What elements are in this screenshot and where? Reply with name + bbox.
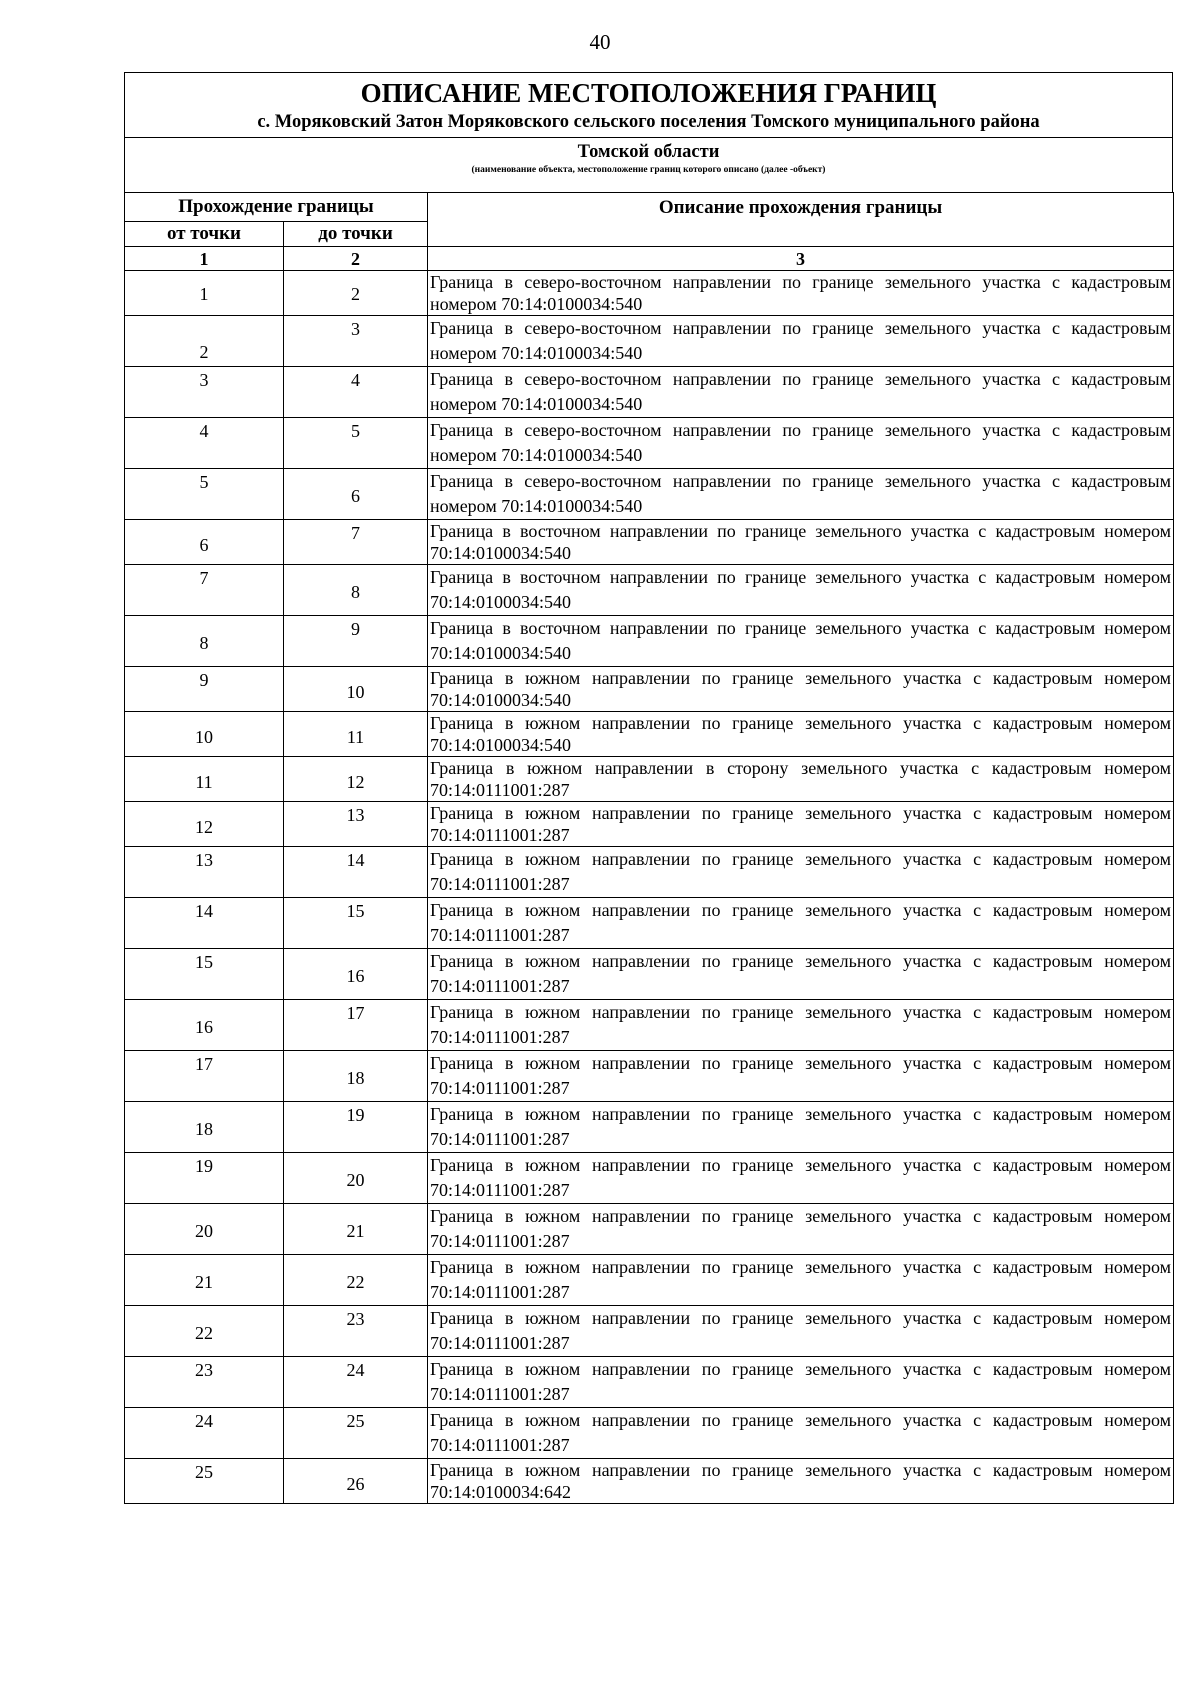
boundary-description-sheet — [124, 72, 1173, 1504]
from-point-cell — [125, 271, 284, 316]
to-point-value: 12 — [346, 772, 365, 792]
table-row — [125, 1051, 1174, 1102]
to-point-cell — [284, 1459, 428, 1504]
table-row — [125, 271, 1174, 316]
from-point-cell — [125, 1459, 284, 1504]
to-point-value: 23 — [346, 1309, 365, 1329]
boundary-description-cell: Граница в южном направлении по границе земельного участка с кадастровым номером 70:14:0111001:287 — [428, 1153, 1174, 1204]
boundary-description-cell: Граница в южном направлении по границе земельного участка с кадастровым номером 70:14:0111001:287 — [428, 1102, 1174, 1153]
from-point-cell — [125, 1102, 284, 1153]
to-point-value: 24 — [346, 1360, 365, 1380]
from-point-cell — [125, 1051, 284, 1102]
boundary-description-cell: Граница в южном направлении по границе земельного участка с кадастровым номером 70:14:0100034:540 — [428, 712, 1174, 757]
from-point-cell — [125, 1306, 284, 1357]
table-row — [125, 520, 1174, 565]
table-row — [125, 847, 1174, 898]
to-point-value: 4 — [351, 370, 360, 390]
to-point-cell — [284, 667, 428, 712]
from-point-cell — [125, 316, 284, 367]
document-caption: (наименование объекта, местоположение границ которого описано (далее -объект) — [471, 165, 826, 175]
table-row — [125, 1459, 1174, 1504]
to-point-cell — [284, 802, 428, 847]
to-point-cell — [284, 316, 428, 367]
table-row — [125, 565, 1174, 616]
to-point-cell — [284, 469, 428, 520]
to-point-value: 16 — [346, 966, 365, 986]
table-row — [125, 1000, 1174, 1051]
boundary-description-cell: Граница в южном направлении по границе земельного участка с кадастровым номером 70:14:0111001:287 — [428, 1000, 1174, 1051]
to-point-cell — [284, 949, 428, 1000]
from-point-value: 3 — [199, 370, 209, 390]
table-row — [125, 949, 1174, 1000]
table-row — [125, 802, 1174, 847]
to-point-cell — [284, 520, 428, 565]
from-point-value: 2 — [199, 342, 209, 362]
table-row — [125, 1306, 1174, 1357]
from-point-cell — [125, 565, 284, 616]
boundary-description-cell: Граница в южном направлении по границе земельного участка с кадастровым номером 70:14:0111001:287 — [428, 1357, 1174, 1408]
to-point-value: 22 — [346, 1272, 365, 1292]
table-row — [125, 616, 1174, 667]
from-point-cell — [125, 1357, 284, 1408]
from-point-value: 13 — [195, 850, 213, 870]
boundary-description-cell: Граница в восточном направлении по границе земельного участка с кадастровым номером 70:14:0100034:540 — [428, 616, 1174, 667]
column-number-1: 1 — [125, 247, 284, 271]
to-point-cell — [284, 1153, 428, 1204]
column-number-2: 2 — [284, 247, 428, 271]
to-point-cell — [284, 616, 428, 667]
table-row — [125, 1408, 1174, 1459]
to-point-cell — [284, 712, 428, 757]
from-point-value: 12 — [195, 817, 213, 837]
from-point-cell — [125, 367, 284, 418]
from-point-cell — [125, 949, 284, 1000]
boundary-description-cell: Граница в южном направлении по границе земельного участка с кадастровым номером 70:14:0111001:287 — [428, 847, 1174, 898]
to-point-value: 19 — [346, 1105, 365, 1125]
boundary-description-cell: Граница в северо-восточном направлении по границе земельного участка с кадастровым номером 70:14:0100034:540 — [428, 418, 1174, 469]
boundary-description-cell: Граница в южном направлении по границе земельного участка с кадастровым номером 70:14:0111001:287 — [428, 949, 1174, 1000]
table-row — [125, 316, 1174, 367]
boundary-description-cell: Граница в южном направлении по границе земельного участка с кадастровым номером 70:14:0111001:287 — [428, 1255, 1174, 1306]
table-body — [125, 271, 1174, 1504]
to-point-value: 17 — [346, 1003, 365, 1023]
to-point-cell — [284, 1357, 428, 1408]
to-point-value: 6 — [351, 486, 360, 506]
boundary-description-cell: Граница в южном направлении по границе земельного участка с кадастровым номером 70:14:0111001:287 — [428, 1204, 1174, 1255]
from-point-cell — [125, 1408, 284, 1459]
to-point-cell — [284, 757, 428, 802]
from-point-value: 22 — [195, 1323, 213, 1343]
column-number-3: 3 — [428, 247, 1174, 271]
to-point-cell — [284, 898, 428, 949]
from-point-value: 5 — [199, 472, 209, 492]
from-point-cell — [125, 418, 284, 469]
from-point-cell — [125, 757, 284, 802]
to-point-value: 26 — [346, 1474, 365, 1494]
to-point-cell — [284, 271, 428, 316]
column-header-description: Описание прохождения границы — [428, 193, 1174, 247]
from-point-value: 21 — [195, 1272, 213, 1292]
table-row — [125, 1153, 1174, 1204]
from-point-value: 7 — [199, 568, 209, 588]
boundary-description-cell: Граница в южном направлении по границе земельного участка с кадастровым номером 70:14:0111001:287 — [428, 1306, 1174, 1357]
from-point-value: 15 — [195, 952, 213, 972]
to-point-value: 21 — [346, 1221, 365, 1241]
from-point-cell — [125, 1255, 284, 1306]
boundary-description-cell: Граница в южном направлении в сторону земельного участка с кадастровым номером 70:14:0111001:287 — [428, 757, 1174, 802]
table-row — [125, 1255, 1174, 1306]
from-point-cell — [125, 520, 284, 565]
from-point-value: 25 — [195, 1462, 213, 1482]
from-point-cell — [125, 616, 284, 667]
boundary-description-cell: Граница в южном направлении по границе земельного участка с кадастровым номером 70:14:0111001:287 — [428, 898, 1174, 949]
from-point-cell — [125, 802, 284, 847]
to-point-cell — [284, 1051, 428, 1102]
to-point-value: 18 — [346, 1068, 365, 1088]
from-point-value: 16 — [195, 1017, 213, 1037]
to-point-value: 25 — [346, 1411, 365, 1431]
to-point-value: 13 — [346, 805, 365, 825]
from-point-value: 20 — [195, 1221, 213, 1241]
boundary-description-cell: Граница в южном направлении по границе земельного участка с кадастровым номером 70:14:0111001:287 — [428, 1408, 1174, 1459]
boundary-table — [124, 192, 1174, 1504]
to-point-cell — [284, 367, 428, 418]
to-point-value: 10 — [346, 682, 365, 702]
to-point-cell — [284, 418, 428, 469]
page-number: 40 — [589, 30, 611, 54]
boundary-description-cell: Граница в южном направлении по границе земельного участка с кадастровым номером 70:14:0100034:642 — [428, 1459, 1174, 1504]
to-point-value: 20 — [346, 1170, 365, 1190]
boundary-description-cell: Граница в южном направлении по границе земельного участка с кадастровым номером 70:14:0111001:287 — [428, 802, 1174, 847]
from-point-value: 17 — [195, 1054, 213, 1074]
column-header-from-point: от точки — [125, 222, 284, 247]
to-point-value: 11 — [346, 727, 365, 747]
from-point-value: 23 — [195, 1360, 213, 1380]
table-row — [125, 418, 1174, 469]
table-row — [125, 757, 1174, 802]
column-header-passage: Прохождение границы — [125, 193, 428, 222]
table-row — [125, 469, 1174, 520]
boundary-description-cell: Граница в южном направлении по границе земельного участка с кадастровым номером 70:14:0111001:287 — [428, 1051, 1174, 1102]
from-point-cell — [125, 667, 284, 712]
boundary-description-cell: Граница в северо-восточном направлении по границе земельного участка с кадастровым номером 70:14:0100034:540 — [428, 469, 1174, 520]
from-point-value: 1 — [199, 284, 209, 304]
boundary-description-cell: Граница в северо-восточном направлении по границе земельного участка с кадастровым номером 70:14:0100034:540 — [428, 271, 1174, 316]
from-point-value: 8 — [199, 633, 209, 653]
boundary-description-cell: Граница в восточном направлении по границе земельного участка с кадастровым номером 70:14:0100034:540 — [428, 565, 1174, 616]
document-region: Томской области — [577, 142, 720, 162]
to-point-cell — [284, 1204, 428, 1255]
from-point-value: 6 — [199, 535, 209, 555]
boundary-description-cell: Граница в южном направлении по границе земельного участка с кадастровым номером 70:14:0100034:540 — [428, 667, 1174, 712]
from-point-value: 18 — [195, 1119, 213, 1139]
table-row — [125, 367, 1174, 418]
from-point-value: 9 — [199, 670, 209, 690]
from-point-value: 24 — [195, 1411, 213, 1431]
document-header — [124, 72, 1173, 192]
to-point-cell — [284, 1102, 428, 1153]
document-title: ОПИСАНИЕ МЕСТОПОЛОЖЕНИЯ ГРАНИЦ — [360, 78, 937, 108]
boundary-description-cell: Граница в восточном направлении по границе земельного участка с кадастровым номером 70:14:0100034:540 — [428, 520, 1174, 565]
to-point-cell — [284, 1408, 428, 1459]
table-row — [125, 1102, 1174, 1153]
from-point-value: 19 — [195, 1156, 213, 1176]
to-point-value: 9 — [351, 619, 360, 639]
from-point-cell — [125, 898, 284, 949]
boundary-description-cell: Граница в северо-восточном направлении по границе земельного участка с кадастровым номером 70:14:0100034:540 — [428, 316, 1174, 367]
to-point-cell — [284, 565, 428, 616]
to-point-cell — [284, 1306, 428, 1357]
to-point-value: 3 — [351, 319, 360, 339]
from-point-value: 10 — [195, 727, 213, 747]
from-point-value: 14 — [195, 901, 213, 921]
table-row — [125, 898, 1174, 949]
from-point-value: 4 — [199, 421, 209, 441]
to-point-cell — [284, 1255, 428, 1306]
from-point-cell — [125, 469, 284, 520]
to-point-value: 7 — [351, 523, 360, 543]
to-point-value: 14 — [346, 850, 365, 870]
from-point-cell — [125, 847, 284, 898]
to-point-value: 2 — [351, 284, 360, 304]
to-point-value: 5 — [351, 421, 360, 441]
table-row — [125, 1357, 1174, 1408]
to-point-cell — [284, 847, 428, 898]
to-point-cell — [284, 1000, 428, 1051]
table-row — [125, 1204, 1174, 1255]
to-point-value: 8 — [351, 582, 360, 602]
table-row — [125, 667, 1174, 712]
from-point-cell — [125, 712, 284, 757]
from-point-cell — [125, 1000, 284, 1051]
boundary-description-cell: Граница в северо-восточном направлении по границе земельного участка с кадастровым номером 70:14:0100034:540 — [428, 367, 1174, 418]
column-header-to-point: до точки — [284, 222, 428, 247]
document-subtitle: с. Моряковский Затон Моряковского сельского поселения Томского муниципального района — [125, 110, 1172, 138]
table-row — [125, 712, 1174, 757]
from-point-cell — [125, 1204, 284, 1255]
from-point-value: 11 — [195, 772, 213, 792]
from-point-cell — [125, 1153, 284, 1204]
to-point-value: 15 — [346, 901, 365, 921]
